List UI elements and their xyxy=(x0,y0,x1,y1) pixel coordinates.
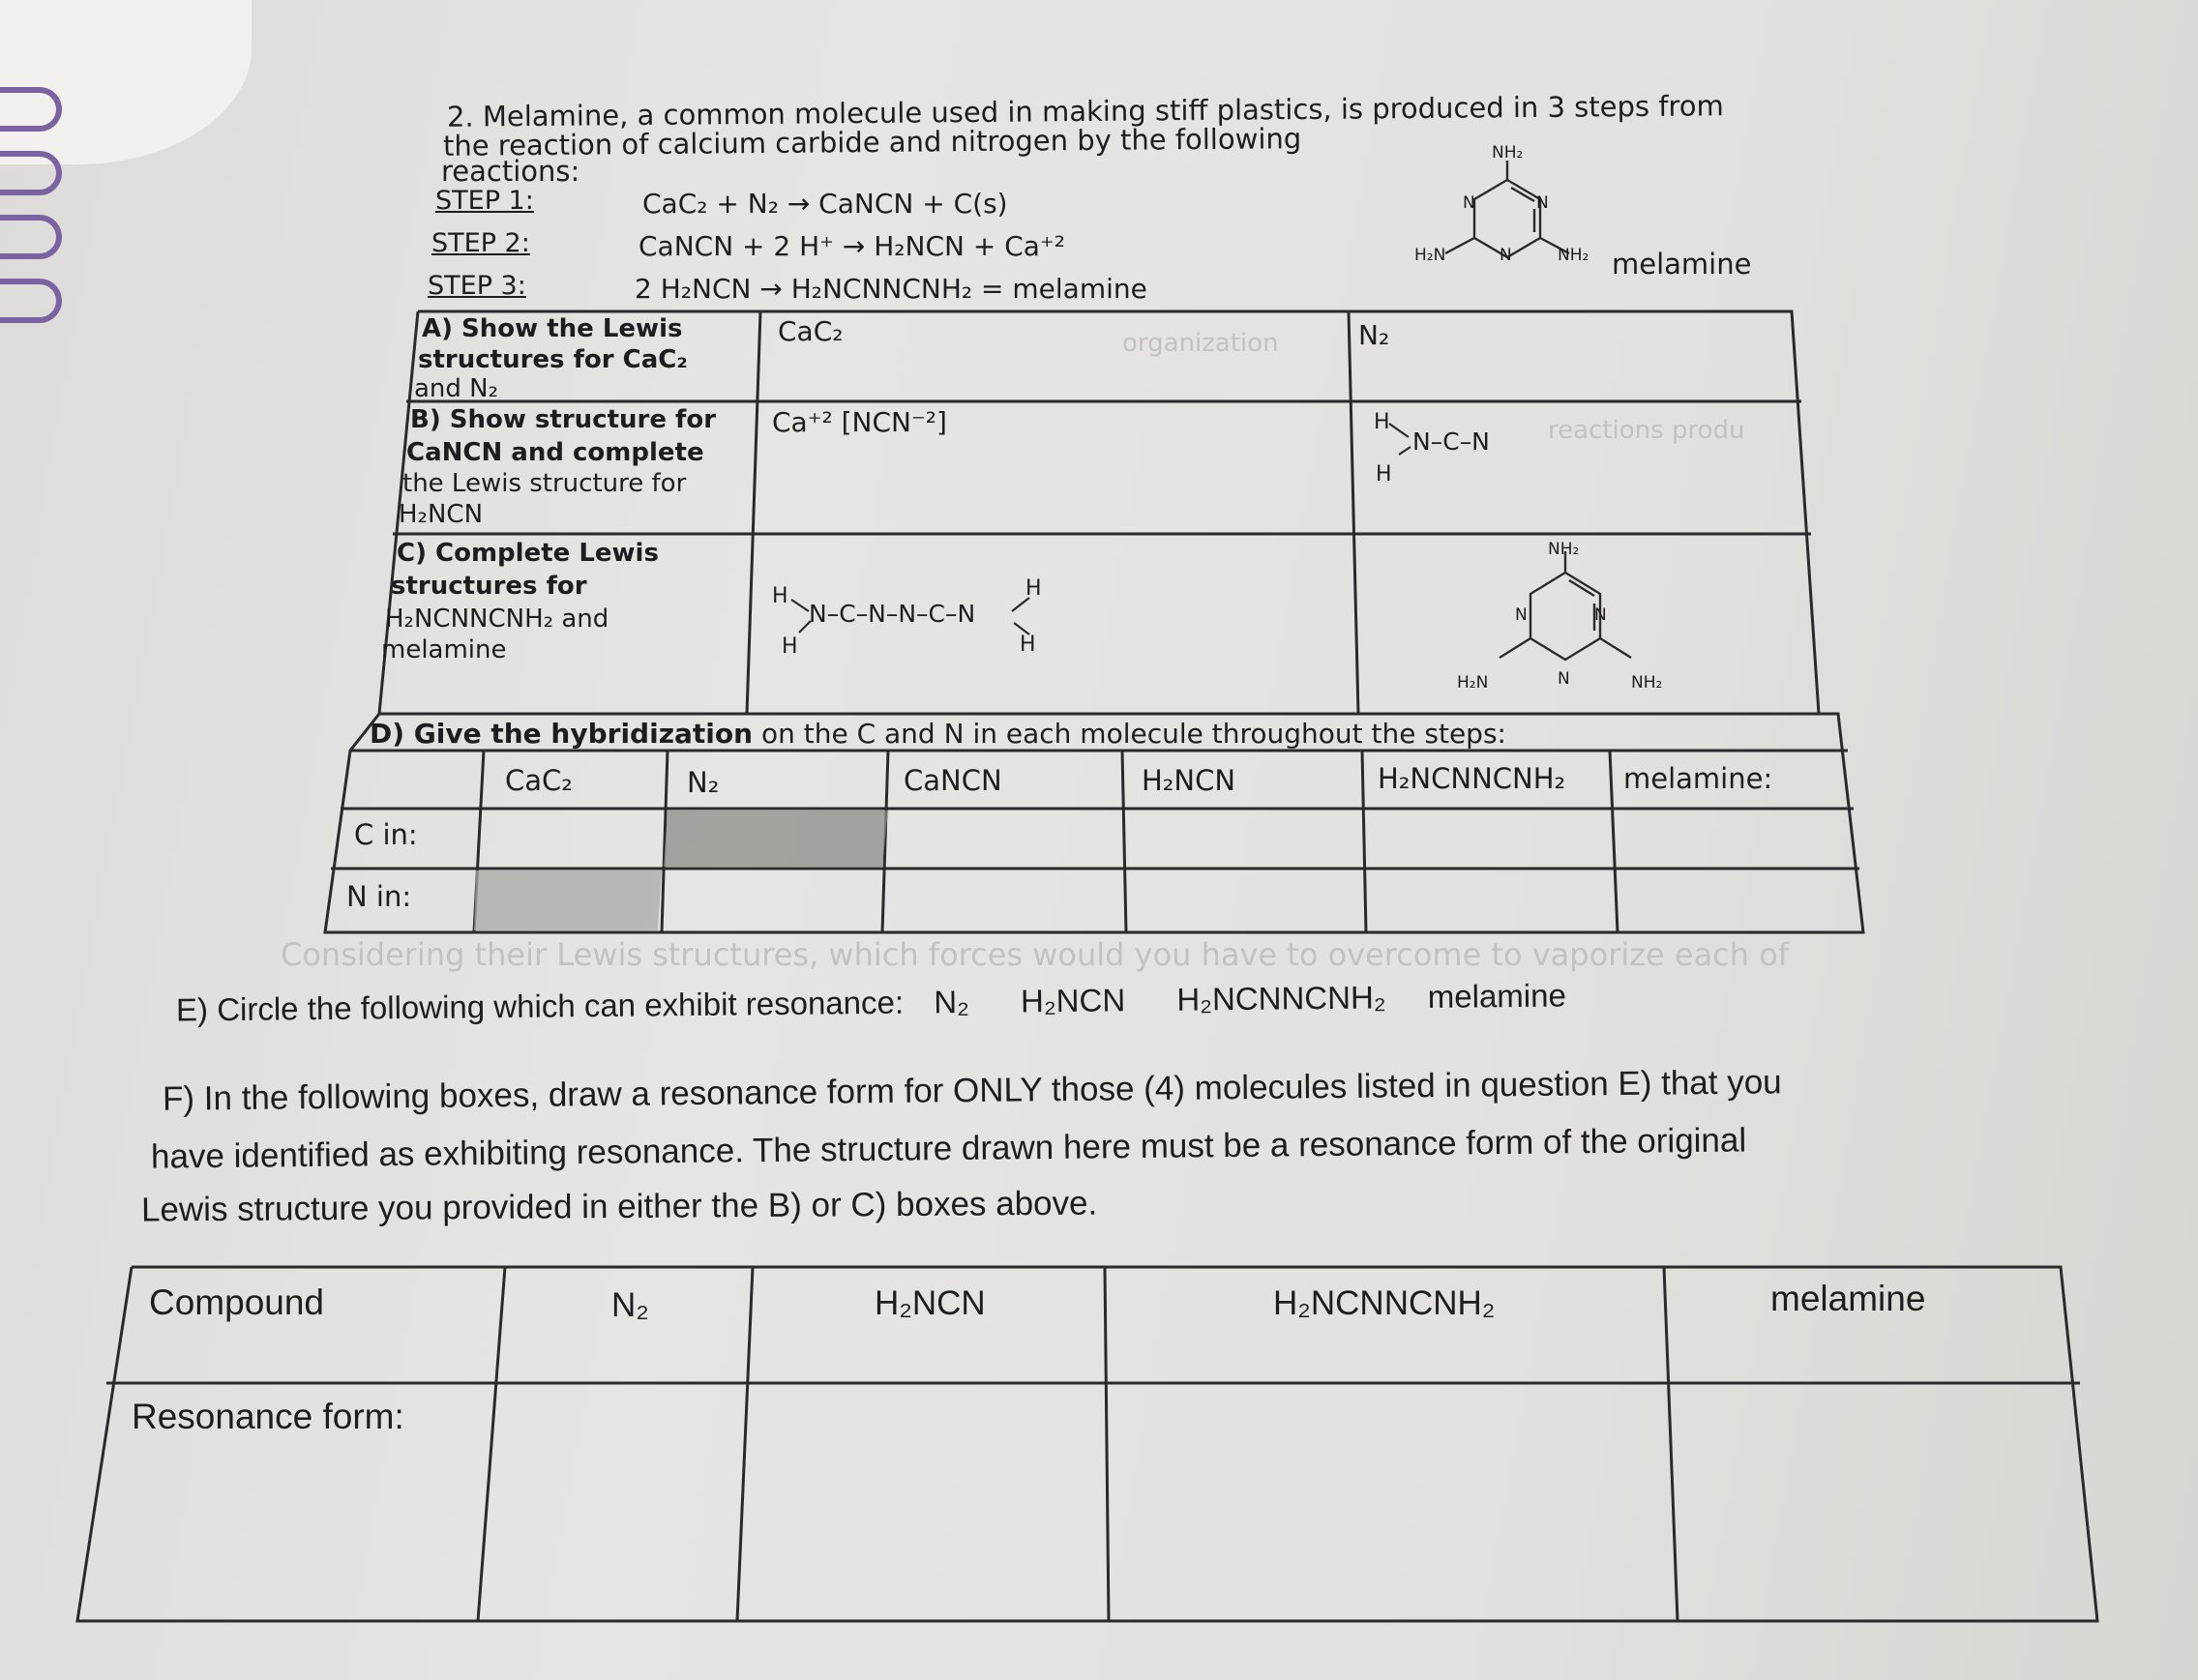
step-1-equation: CaC₂ + N₂ → CaNCN + C(s) xyxy=(642,188,1008,220)
t3-answer-h2ncn[interactable] xyxy=(743,1389,1103,1615)
t2-header-melamine: melamine: xyxy=(1623,762,1773,795)
row-a-cac2: CaC₂ xyxy=(778,315,844,347)
row-c-prompt-4: melamine xyxy=(381,635,507,664)
melamine-n-right: N xyxy=(1536,193,1549,213)
melamine2-nh2-right: NH₂ xyxy=(1631,673,1663,693)
row-a-prompt-1: A) Show the Lewis xyxy=(422,314,683,343)
t2-row-n-in: N in: xyxy=(346,880,412,913)
row-b-prompt-1: B) Show structure for xyxy=(410,405,717,434)
melamine2-n-left: N xyxy=(1515,605,1528,625)
row-a-n2: N₂ xyxy=(1358,319,1390,351)
bleed-through-text: reactions produ xyxy=(1548,416,1745,445)
melamine2-n-bottom: N xyxy=(1558,669,1570,689)
t3-header-n2: N₂ xyxy=(611,1286,649,1324)
part-e-question: E) Circle the following which can exhibit resonance: xyxy=(175,984,905,1028)
part-e-option-n2[interactable]: N₂ xyxy=(934,983,970,1020)
row-c-prompt-2: structures for xyxy=(391,572,587,601)
row-c-h-right-bottom: H xyxy=(1020,633,1036,657)
melamine2-h2n-left: H₂N xyxy=(1457,673,1489,693)
row-c-prompt-1: C) Complete Lewis xyxy=(397,539,659,568)
part-e-option-h2ncn[interactable]: H₂NCN xyxy=(1020,982,1126,1019)
bleed-through-text: Considering their Lewis structures, which forces would you have to overcome to vaporize each of xyxy=(281,936,1790,973)
t3-header-compound: Compound xyxy=(149,1282,325,1322)
step-3-equation: 2 H₂NCN → H₂NCNNCNH₂ = melamine xyxy=(635,273,1147,305)
t2-header-cancn: CaNCN xyxy=(904,764,1002,797)
t2-header-n2: N₂ xyxy=(687,766,720,799)
t3-answer-n2[interactable] xyxy=(484,1389,735,1615)
t3-header-melamine: melamine xyxy=(1770,1279,1926,1318)
melamine2-nh2-top: NH₂ xyxy=(1548,540,1580,559)
part-f-line-1: F) In the following boxes, draw a resonance form for ONLY those (4) molecules listed in question E) that you xyxy=(162,1063,1782,1118)
melamine-nh2-top: NH₂ xyxy=(1492,143,1524,162)
row-b-h-bottom: H xyxy=(1376,462,1392,486)
row-c-h-left-bottom: H xyxy=(782,634,798,659)
row-a-prompt-3: and N₂ xyxy=(414,374,499,403)
row-d-prompt-bold: D) Give the hybridization xyxy=(370,718,754,750)
step-3-label: STEP 3: xyxy=(428,271,526,301)
row-c-prompt-3: H₂NCNNCNH₂ and xyxy=(385,604,609,634)
part-e-option-h2ncnncnh2[interactable]: H₂NCNNCNH₂ xyxy=(1176,979,1386,1017)
melamine-n-bottom: N xyxy=(1500,246,1512,265)
row-b-prompt-3: the Lewis structure for xyxy=(402,469,687,498)
row-c-h-right-top: H xyxy=(1025,576,1042,601)
melamine-nh2-right: NH₂ xyxy=(1558,246,1589,265)
t3-answer-melamine[interactable] xyxy=(1679,1389,2066,1615)
row-b-h-top: H xyxy=(1374,410,1390,434)
row-b-h2ncn-chain: N–C–N xyxy=(1412,427,1490,456)
part-e-option-melamine[interactable]: melamine xyxy=(1427,977,1567,1015)
row-b-prompt-4: H₂NCN xyxy=(399,500,484,529)
part-f-line-3: Lewis structure you provided in either the B) or C) boxes above. xyxy=(140,1184,1098,1229)
question-line-1: 2. Melamine, a common molecule used in making stiff plastics, is produced in 3 steps from xyxy=(446,89,1724,133)
t2-header-cac2: CaC₂ xyxy=(505,764,573,797)
row-b-prompt-2: CaNCN and complete xyxy=(406,438,704,467)
row-c-h2ncnncnh2-chain: N–C–N–N–C–N xyxy=(809,600,976,628)
question-line-3: reactions: xyxy=(441,155,580,188)
step-1-label: STEP 1: xyxy=(435,186,534,216)
melamine2-n-right: N xyxy=(1594,605,1607,625)
t3-row-resonance-form: Resonance form: xyxy=(132,1397,404,1436)
row-a-prompt-2: structures for CaC₂ xyxy=(418,345,688,374)
melamine-n-left: N xyxy=(1463,193,1475,213)
t3-header-h2ncn: H₂NCN xyxy=(875,1284,986,1322)
t3-answer-h2ncnncnh2[interactable] xyxy=(1113,1389,1670,1615)
step-2-label: STEP 2: xyxy=(431,228,530,258)
melamine-h2n-left: H₂N xyxy=(1414,246,1446,265)
bleed-through-text: organization xyxy=(1122,329,1279,358)
part-f-line-2: have identified as exhibiting resonance. The structure drawn here must be a resonance form of the original xyxy=(150,1121,1747,1176)
question-line-2: the reaction of calcium carbide and nitrogen by the following xyxy=(442,122,1302,162)
t2-header-h2ncnncnh2: H₂NCNNCNH₂ xyxy=(1378,762,1566,795)
row-c-h-left-top: H xyxy=(772,584,788,608)
t3-header-h2ncnncnh2: H₂NCNNCNH₂ xyxy=(1273,1284,1496,1322)
row-d-prompt-rest: on the C and N in each molecule throughout the steps: xyxy=(753,718,1506,750)
t2-header-h2ncn: H₂NCN xyxy=(1142,764,1236,797)
melamine-label: melamine xyxy=(1612,248,1752,280)
t2-row-c-in: C in: xyxy=(354,818,418,851)
row-b-cancn-structure: Ca⁺² [NCN⁻²] xyxy=(772,406,947,438)
row-d-prompt xyxy=(370,718,1506,750)
step-2-equation: CaNCN + 2 H⁺ → H₂NCN + Ca⁺² xyxy=(639,230,1065,262)
